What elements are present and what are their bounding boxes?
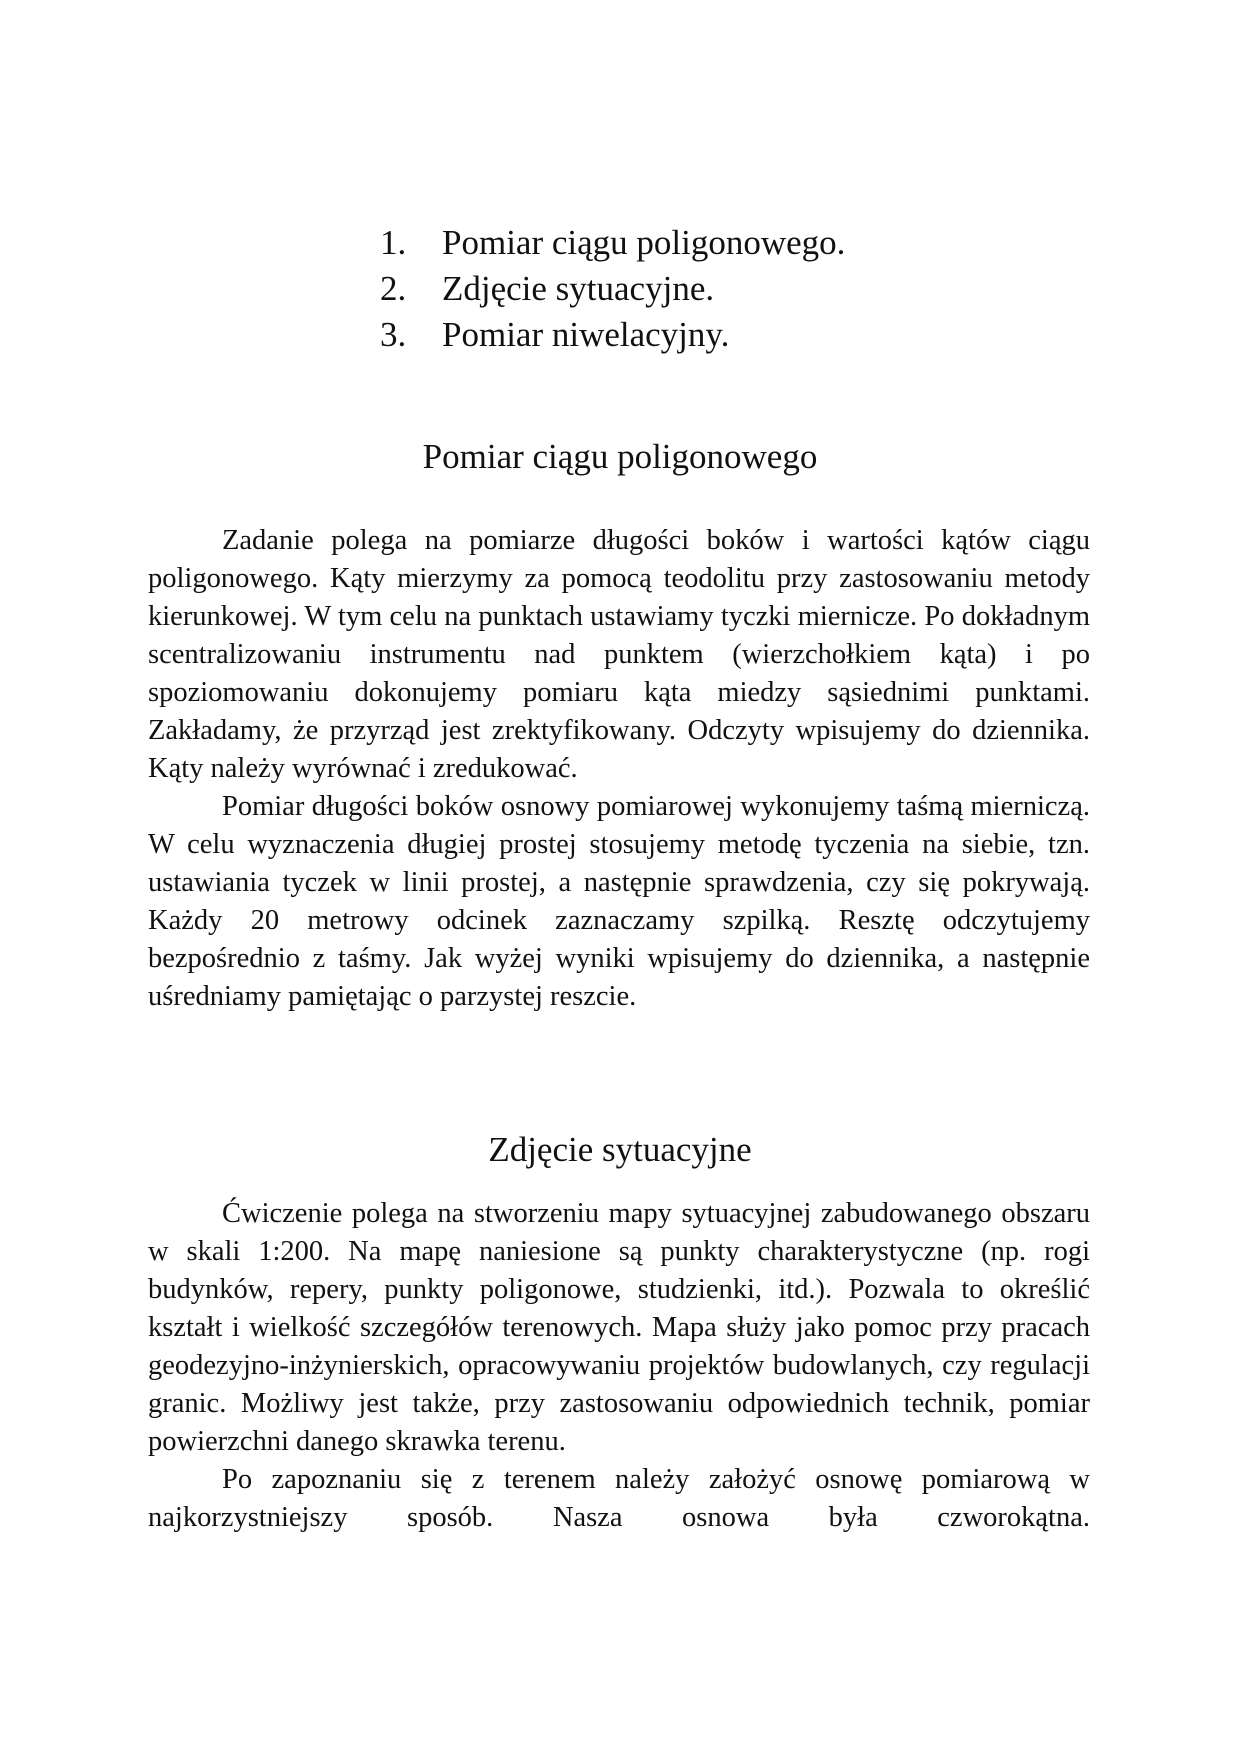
toc-item-number: 1. — [380, 223, 407, 262]
toc-item-label: Pomiar niwelacyjny. — [442, 315, 730, 354]
section-heading-polygon-traverse: Pomiar ciągu poligonowego — [422, 437, 818, 476]
toc-item — [380, 266, 845, 312]
toc-item — [380, 220, 845, 266]
paragraph: Zadanie polega na pomiarze długości boków i wartości kątów ciągu poligonowego. Kąty mierzymy za pomocą teodolitu przy zastosowaniu metody kierunkowej. W tym celu na punktach ustawiamy tyczki miernicze. Po dokładnym scentralizowaniu instrumentu nad punktem (wierzchołkiem kąta) i po spoziomowaniu dokonujemy pomiaru kąta miedzy sąsiednimi punktami. Zakładamy, że przyrząd jest zrektyfikowany. Odczyty wpisujemy do dziennika. Kąty należy wyrównać i zredukować. — [148, 525, 1090, 784]
paragraph: Po zapoznaniu się z terenem należy założyć osnowę pomiarową w najkorzystniejszy sposób. Nasza osnowa była czworokątna. — [148, 1464, 1090, 1533]
table-of-contents — [380, 220, 845, 358]
section-body-polygon-traverse — [148, 522, 1090, 1016]
paragraph: Ćwiczenie polega na stworzeniu mapy sytuacyjnej zabudowanego obszaru w skali 1:200. Na mapę naniesione są punkty charakterystyczne (np. rogi budynków, repery, punkty poligonowe, studzienki, itd.). Pozwala to określić kształt i wielkość szczegółów terenowych. Mapa służy jako pomoc przy pracach geodezyjno-inżynierskich, opracowywaniu projektów budowlanych, czy regulacji granic. Możliwy jest także, przy zastosowaniu odpowiednich technik, pomiar powierzchni danego skrawka terenu. — [148, 1198, 1090, 1457]
toc-item — [380, 312, 845, 358]
toc-item-number: 2. — [380, 269, 407, 308]
paragraph: Pomiar długości boków osnowy pomiarowej wykonujemy taśmą mierniczą. W celu wyznaczenia długiej prostej stosujemy metodę tyczenia na siebie, tzn. ustawiania tyczek w linii prostej, a następnie sprawdzenia, czy się pokrywają. Każdy 20 metrowy odcinek zaznaczamy szpilką. Resztę odczytujemy bezpośrednio z taśmy. Jak wyżej wyniki wpisujemy do dziennika, a następnie uśredniamy pamiętając o parzystej reszcie. — [148, 791, 1090, 1012]
section-heading-situational-survey: Zdjęcie sytuacyjne — [488, 1130, 752, 1169]
section-body-situational-survey — [148, 1195, 1090, 1537]
toc-item-label: Pomiar ciągu poligonowego. — [442, 223, 846, 262]
toc-item-number: 3. — [380, 315, 407, 354]
toc-item-label: Zdjęcie sytuacyjne. — [442, 269, 715, 308]
